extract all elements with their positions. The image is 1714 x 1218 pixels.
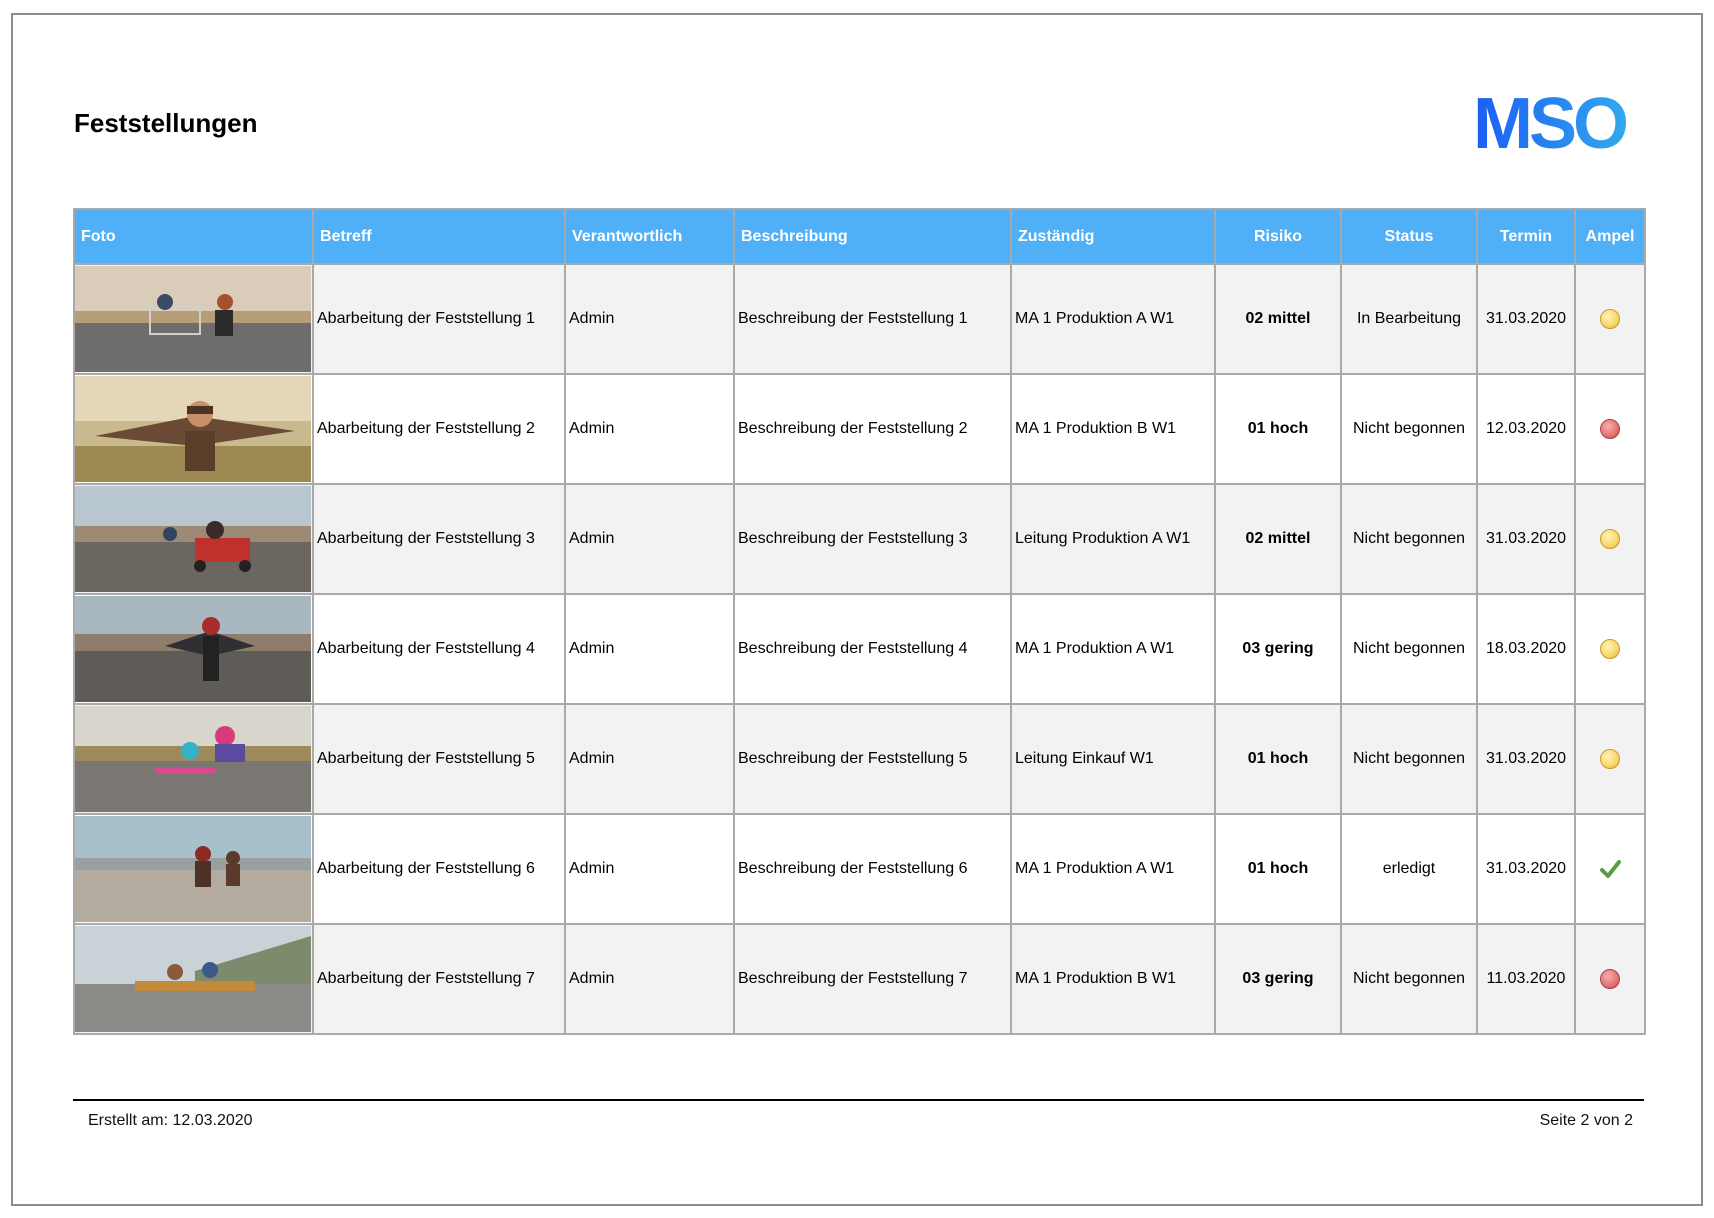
cell-verantwortlich: Admin [565, 924, 734, 1034]
cell-termin: 18.03.2020 [1477, 594, 1575, 704]
cell-betreff: Abarbeitung der Feststellung 7 [313, 924, 565, 1034]
cell-verantwortlich: Admin [565, 704, 734, 814]
photo-cell [74, 264, 313, 374]
table-row [74, 704, 1645, 814]
yellow-dot-icon [1600, 749, 1620, 769]
cell-risiko: 02 mittel [1215, 484, 1341, 594]
cell-risiko: 03 gering [1215, 594, 1341, 704]
table-row [74, 814, 1645, 924]
checkmark-icon [1599, 858, 1621, 880]
cell-status: Nicht begonnen [1341, 594, 1477, 704]
header-risiko: Risiko [1215, 209, 1341, 264]
cell-ampel [1575, 594, 1645, 704]
footer-divider [73, 1099, 1644, 1101]
photo-kids-go-karts [75, 486, 311, 592]
cell-ampel [1575, 924, 1645, 1034]
cell-beschreibung: Beschreibung der Feststellung 5 [734, 704, 1011, 814]
cell-betreff: Abarbeitung der Feststellung 5 [313, 704, 565, 814]
header-status: Status [1341, 209, 1477, 264]
cell-ampel [1575, 374, 1645, 484]
photo-cell [74, 484, 313, 594]
cell-status: In Bearbeitung [1341, 264, 1477, 374]
cell-beschreibung: Beschreibung der Feststellung 7 [734, 924, 1011, 1034]
cell-risiko: 02 mittel [1215, 264, 1341, 374]
yellow-dot-icon [1600, 639, 1620, 659]
cell-status: Nicht begonnen [1341, 924, 1477, 1034]
header-zustaendig: Zuständig [1011, 209, 1215, 264]
cell-zustaendig: Leitung Einkauf W1 [1011, 704, 1215, 814]
cell-risiko: 01 hoch [1215, 374, 1341, 484]
table-row [74, 264, 1645, 374]
photo-cell [74, 704, 313, 814]
footer-page-number: Seite 2 von 2 [1539, 1112, 1633, 1129]
photo-cell [74, 594, 313, 704]
cell-verantwortlich: Admin [565, 264, 734, 374]
red-dot-icon [1600, 969, 1620, 989]
cell-termin: 31.03.2020 [1477, 264, 1575, 374]
findings-table [73, 208, 1646, 1035]
cell-zustaendig: MA 1 Produktion B W1 [1011, 924, 1215, 1034]
photo-cell [74, 374, 313, 484]
cell-beschreibung: Beschreibung der Feststellung 3 [734, 484, 1011, 594]
cell-betreff: Abarbeitung der Feststellung 4 [313, 594, 565, 704]
yellow-dot-icon [1600, 309, 1620, 329]
cell-termin: 12.03.2020 [1477, 374, 1575, 484]
cell-beschreibung: Beschreibung der Feststellung 2 [734, 374, 1011, 484]
cell-beschreibung: Beschreibung der Feststellung 4 [734, 594, 1011, 704]
table-row [74, 924, 1645, 1034]
cell-risiko: 01 hoch [1215, 814, 1341, 924]
cell-betreff: Abarbeitung der Feststellung 3 [313, 484, 565, 594]
cell-betreff: Abarbeitung der Feststellung 2 [313, 374, 565, 484]
header-ampel: Ampel [1575, 209, 1645, 264]
photo-cell [74, 924, 313, 1034]
cell-zustaendig: MA 1 Produktion A W1 [1011, 594, 1215, 704]
photo-kids-running-desert [75, 816, 311, 922]
header-termin: Termin [1477, 209, 1575, 264]
cell-termin: 31.03.2020 [1477, 484, 1575, 594]
cell-ampel [1575, 704, 1645, 814]
cell-verantwortlich: Admin [565, 374, 734, 484]
cell-status: Nicht begonnen [1341, 484, 1477, 594]
cell-termin: 31.03.2020 [1477, 814, 1575, 924]
table-row [74, 484, 1645, 594]
svg-text:MSO: MSO [1473, 88, 1626, 158]
cell-zustaendig: MA 1 Produktion B W1 [1011, 374, 1215, 484]
cell-verantwortlich: Admin [565, 814, 734, 924]
red-dot-icon [1600, 419, 1620, 439]
cell-risiko: 01 hoch [1215, 704, 1341, 814]
photo-kid-airplane-cape [75, 596, 311, 702]
photo-kids-skateboard [75, 706, 311, 812]
header-foto: Foto [74, 209, 313, 264]
cell-beschreibung: Beschreibung der Feststellung 1 [734, 264, 1011, 374]
cell-termin: 31.03.2020 [1477, 704, 1575, 814]
table-header-row [74, 209, 1645, 264]
table-row [74, 374, 1645, 484]
cell-ampel [1575, 264, 1645, 374]
photo-cell [74, 814, 313, 924]
cell-termin: 11.03.2020 [1477, 924, 1575, 1034]
page-title: Feststellungen [74, 108, 258, 138]
cell-verantwortlich: Admin [565, 484, 734, 594]
footer-created-date: Erstellt am: 12.03.2020 [88, 1112, 253, 1129]
cell-status: Nicht begonnen [1341, 374, 1477, 484]
cell-beschreibung: Beschreibung der Feststellung 6 [734, 814, 1011, 924]
cell-zustaendig: MA 1 Produktion A W1 [1011, 814, 1215, 924]
photo-kid-pilot-wings [75, 376, 311, 482]
cell-verantwortlich: Admin [565, 594, 734, 704]
cell-zustaendig: Leitung Produktion A W1 [1011, 484, 1215, 594]
photo-kids-sled-flying [75, 926, 311, 1032]
header-beschreibung: Beschreibung [734, 209, 1011, 264]
cell-ampel [1575, 814, 1645, 924]
yellow-dot-icon [1600, 529, 1620, 549]
cell-betreff: Abarbeitung der Feststellung 1 [313, 264, 565, 374]
cell-zustaendig: MA 1 Produktion A W1 [1011, 264, 1215, 374]
header-verantwortlich: Verantwortlich [565, 209, 734, 264]
cell-betreff: Abarbeitung der Feststellung 6 [313, 814, 565, 924]
cell-ampel [1575, 484, 1645, 594]
photo-kids-shopping-cart [75, 266, 311, 372]
cell-status: Nicht begonnen [1341, 704, 1477, 814]
header-betreff: Betreff [313, 209, 565, 264]
cell-status: erledigt [1341, 814, 1477, 924]
table-row [74, 594, 1645, 704]
cell-risiko: 03 gering [1215, 924, 1341, 1034]
mso-logo [1473, 88, 1635, 158]
